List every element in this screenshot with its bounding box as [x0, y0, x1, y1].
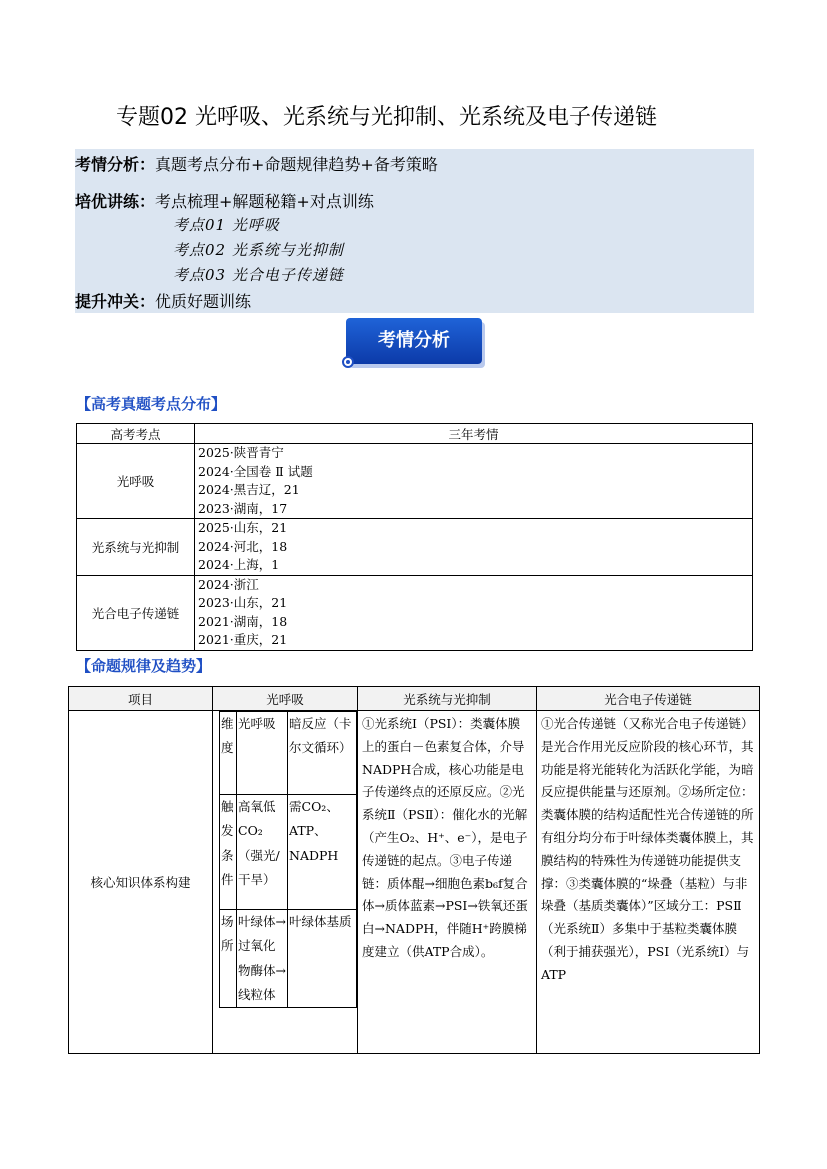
inner-cell: 叶绿体基质: [288, 910, 357, 1008]
row-items: [195, 575, 753, 650]
outline-point-3: 考点03 光合电子传递链: [173, 266, 344, 284]
table-header-row: [77, 424, 753, 444]
outline-box: [75, 149, 754, 313]
boost-val: 优质好题训练: [155, 292, 252, 311]
photosystem-cell: ①光系统Ⅰ（PSⅠ）：类囊体膜上的蛋白－色素复合体，介导NADPH合成，核心功能是电子传递终点的还原反应。②光系统Ⅱ（PSⅡ）：催化水的光解（产生O₂、H⁺、e⁻），是电子传递链的起点。③电子传递链：质体醌→细胞色素b₆f复合体→质体蓝素→PSⅠ→铁氧还蛋白→NADPH，伴随H⁺跨膜梯度建立（供ATP合成）。: [358, 711, 537, 1054]
badge-dot-icon: [342, 356, 354, 368]
section-heading-distribution: 【高考真题考点分布】: [76, 395, 227, 413]
inner-cell: 暗反应（卡尔文循环）: [288, 712, 357, 795]
outline-point-1: 考点01 光呼吸: [173, 216, 280, 234]
list-item: 2025·山东，21: [198, 520, 288, 535]
row-point: 光呼吸: [77, 444, 195, 519]
list-item: 2023·湖南，17: [198, 500, 288, 516]
table-row: [69, 711, 760, 1054]
inner-cell: 维度: [220, 712, 237, 795]
list-item: 2025·陕晋青宁: [198, 445, 284, 460]
list-item: 2024·河北，18: [198, 538, 288, 554]
row-point: 光系统与光抑制: [77, 519, 195, 576]
row-point: 光合电子传递链: [77, 575, 195, 650]
list-item: 2024·浙江: [198, 576, 259, 592]
inner-cell: 场所: [220, 910, 237, 1008]
list-item: 2024·上海，1: [198, 557, 280, 572]
outline-point-2: 考点02 光系统与光抑制: [173, 241, 344, 259]
training-key: 培优讲练：: [75, 192, 156, 211]
row-label: 核心知识体系构建: [69, 711, 213, 1054]
knowledge-table: [68, 686, 760, 1054]
badge-label: 考情分析: [378, 330, 450, 351]
table-row: [220, 910, 357, 1008]
table-row: [77, 444, 753, 519]
row-items: [195, 519, 753, 576]
header-photorespiration: 光呼吸: [213, 687, 358, 711]
header-chain: 光合电子传递链: [537, 687, 760, 711]
outline-training: [75, 189, 374, 212]
inner-cell: 叶绿体→过氧化物酶体→线粒体: [237, 910, 288, 1008]
header-point: 高考考点: [77, 424, 195, 444]
outline-boost: [75, 289, 251, 312]
comparison-table: [219, 711, 357, 1008]
header-item: 项目: [69, 687, 213, 711]
table-header-row: [69, 687, 760, 711]
analysis-key: 考情分析：: [75, 155, 156, 174]
list-item: 2021·重庆，21: [198, 632, 288, 647]
inner-cell: 触发条件: [220, 795, 237, 910]
section-badge: [340, 318, 484, 372]
table-row: [220, 795, 357, 910]
header-photosystem: 光系统与光抑制: [358, 687, 537, 711]
outline-analysis: [75, 152, 438, 175]
list-item: 2023·山东，21: [198, 595, 288, 610]
chain-cell: ①光合传递链（又称光合电子传递链）是光合作用光反应阶段的核心环节，其功能是将光能转化为活跃化学能，为暗反应提供能量与还原剂。②场所定位：类囊体膜的结构适配性光合传递链的所有组分均分布于叶绿体类囊体膜上，其膜结构的特殊性为传递链功能提供支撑：③类囊体膜的“垛叠（基粒）与非垛叠（基质类囊体）”区域分工：PSⅡ（光系统Ⅱ）多集中于基粒类囊体膜（利于捕获强光），PSⅠ（光系统Ⅰ）与ATP: [537, 711, 760, 1054]
list-item: 2024·全国卷 Ⅱ 试题: [198, 463, 313, 479]
row-items: [195, 444, 753, 519]
list-item: 2021·湖南，18: [198, 613, 288, 629]
list-item: 2024·黑吉辽，21: [198, 482, 300, 497]
table-row: [77, 575, 753, 650]
photorespiration-cell: [213, 711, 358, 1054]
page-title: 专题02 光呼吸、光系统与光抑制、光系统及电子传递链: [116, 105, 657, 130]
inner-cell: 光呼吸: [237, 712, 288, 795]
exam-distribution-table: [76, 423, 753, 651]
training-val: 考点梳理+解题秘籍+对点训练: [155, 192, 374, 211]
table-row: [77, 519, 753, 576]
boost-key: 提升冲关：: [75, 292, 156, 311]
inner-cell: 高氧低CO₂（强光/干旱）: [237, 795, 288, 910]
header-years: 三年考情: [195, 424, 753, 444]
section-heading-trends: 【命题规律及趋势】: [76, 657, 212, 675]
table-row: [220, 712, 357, 795]
inner-cell: 需CO₂、ATP、NADPH: [288, 795, 357, 910]
analysis-val: 真题考点分布+命题规律趋势+备考策略: [155, 155, 438, 174]
